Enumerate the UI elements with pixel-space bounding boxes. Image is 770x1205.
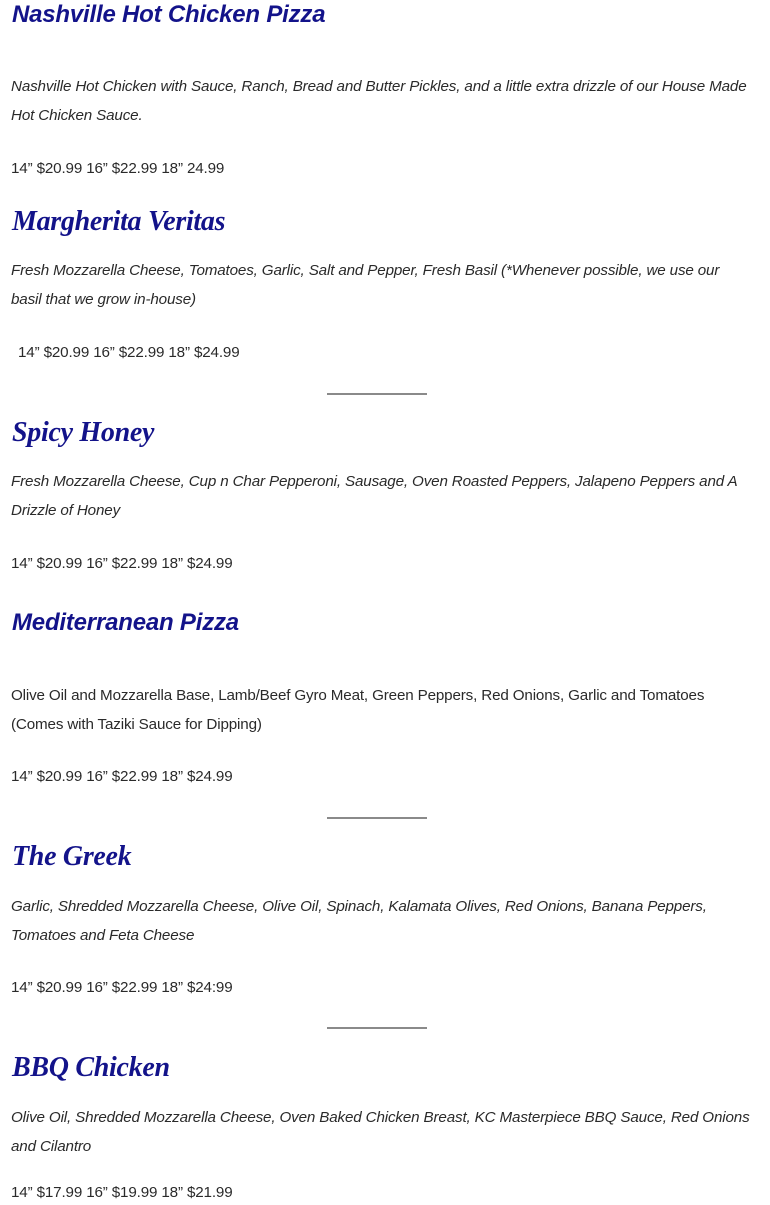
item-prices-spicy-honey: 14” $20.99 16” $22.99 18” $24.99 — [11, 555, 233, 572]
item-title-nashville-hot-chicken: Nashville Hot Chicken Pizza — [12, 1, 326, 28]
item-description-margherita-veritas: Fresh Mozzarella Cheese, Tomatoes, Garlic, Salt and Pepper, Fresh Basil (*Whenever possible, we use our basil that we grow in-house) — [11, 262, 720, 308]
item-title-bbq-chicken: BBQ Chicken — [12, 1052, 170, 1083]
item-description-nashville-hot-chicken: Nashville Hot Chicken with Sauce, Ranch, Bread and Butter Pickles, and a little extra drizzle of our House Made Hot Chicken Sauce. — [11, 78, 747, 124]
section-divider — [327, 393, 427, 395]
item-prices-the-greek: 14” $20.99 16” $22.99 18” $24:99 — [11, 979, 233, 996]
item-prices-bbq-chicken: 14” $17.99 16” $19.99 18” $21.99 — [11, 1184, 233, 1201]
item-description-the-greek: Garlic, Shredded Mozzarella Cheese, Olive Oil, Spinach, Kalamata Olives, Red Onions, Banana Peppers, Tomatoes and Feta Cheese — [11, 898, 707, 944]
section-divider — [327, 1027, 427, 1029]
item-prices-nashville-hot-chicken: 14” $20.99 16” $22.99 18” 24.99 — [11, 160, 225, 177]
item-title-spicy-honey: Spicy Honey — [12, 417, 155, 448]
item-prices-margherita-veritas: 14” $20.99 16” $22.99 18” $24.99 — [18, 344, 240, 361]
item-description-bbq-chicken: Olive Oil, Shredded Mozzarella Cheese, Oven Baked Chicken Breast, KC Masterpiece BBQ Sauce, Red Onions and Cilantro — [11, 1109, 750, 1155]
item-title-the-greek: The Greek — [12, 841, 132, 872]
item-prices-mediterranean-pizza: 14” $20.99 16” $22.99 18” $24.99 — [11, 768, 233, 785]
item-title-mediterranean-pizza: Mediterranean Pizza — [12, 609, 239, 636]
section-divider — [327, 817, 427, 819]
item-title-margherita-veritas: Margherita Veritas — [12, 206, 226, 237]
item-description-spicy-honey: Fresh Mozzarella Cheese, Cup n Char Pepperoni, Sausage, Oven Roasted Peppers, Jalapeno Peppers and A Drizzle of Honey — [11, 473, 737, 519]
item-description-mediterranean-pizza: Olive Oil and Mozzarella Base, Lamb/Beef Gyro Meat, Green Peppers, Red Onions, Garlic and Tomatoes (Comes with Taziki Sauce for Dipping) — [11, 687, 705, 733]
